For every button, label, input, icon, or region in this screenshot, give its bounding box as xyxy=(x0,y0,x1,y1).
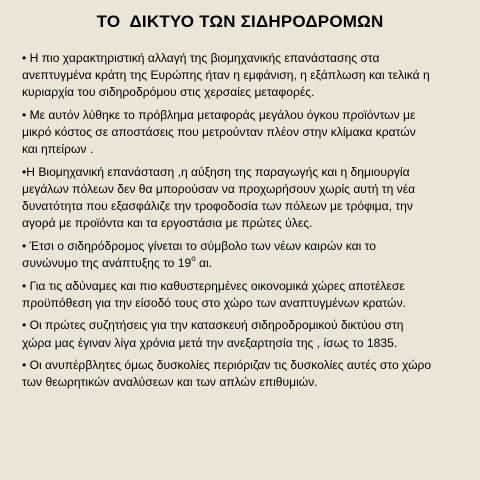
ordinal-superscript: ο xyxy=(191,254,196,264)
bullet-item-4-suffix: αι. xyxy=(195,256,213,271)
bullet-item-5: • Για τις αδύναμες και πιο καθυστερημένες οικονομικά χώρες αποτέλεσε προϋπόθεση για την είσοδό τους στο χώρο των αναπτυγμένων κρατών. xyxy=(22,278,406,310)
bullet-item-7: • Οι ανυπέρβλητες όμως δυσκολίες περιόριζαν τις δυσκολίες αυτές στο χώρο των θεωρητικών αναλύσεων και των απλών επιθυμιών. xyxy=(22,358,432,390)
bullet-list xyxy=(22,50,470,397)
bullet-item-3: •Η Βιομηχανική επανάσταση ,η αύξηση της παραγωγής και η δημιουργία μεγάλων πόλεων δεν θα μπορούσαν να προχωρήσουν χωρίς αυτή τη νέα δυνατότητα που εξασφάλιζε την τροφοδοσία των πόλεων με τρόφιμα, την αγορά με προϊόντα και τα εργοστάσια με πρώτες ύλες. xyxy=(22,164,416,231)
slide-title: ΤΟ ΔΙΚΤΥΟ ΤΩΝ ΣΙΔΗΡΟΔΡΟΜΩΝ xyxy=(96,12,384,31)
bullet-item-1: • Η πιο χαρακτηριστική αλλαγή της βιομηχανικής επανάστασης στα ανεπτυγμένα κράτη της Ευρώπης ήταν η εμφάνιση, η εξάπλωση και τελικά η κυριαρχία του σιδηροδρόμου στις χερσαίες μεταφορές. xyxy=(22,51,430,100)
bullet-item-2: • Με αυτόν λύθηκε το πρόβλημα μεταφοράς μεγάλου όγκου προϊόντων με μικρό κόστος σε αποστάσεις που μετρούνταν πλέον στην κλίμακα κρατών και ηπείρων . xyxy=(22,107,416,157)
bullet-item-4-text: • Έτσι ο σιδηρόδρομος γίνεται το σύμβολο των νέων καιρών και το συνώνυμο της ανάπτυξης το 19 xyxy=(22,238,376,271)
bullet-item-4 xyxy=(22,238,470,272)
bullet-item-6: • Οι πρώτες συζητήσεις για την κατασκευή σιδηροδρομικού δικτύου στη χώρα μας έγιναν λίγα χρόνια μετά την ανεξαρτησία της , ίσως το 1835. xyxy=(22,318,404,350)
